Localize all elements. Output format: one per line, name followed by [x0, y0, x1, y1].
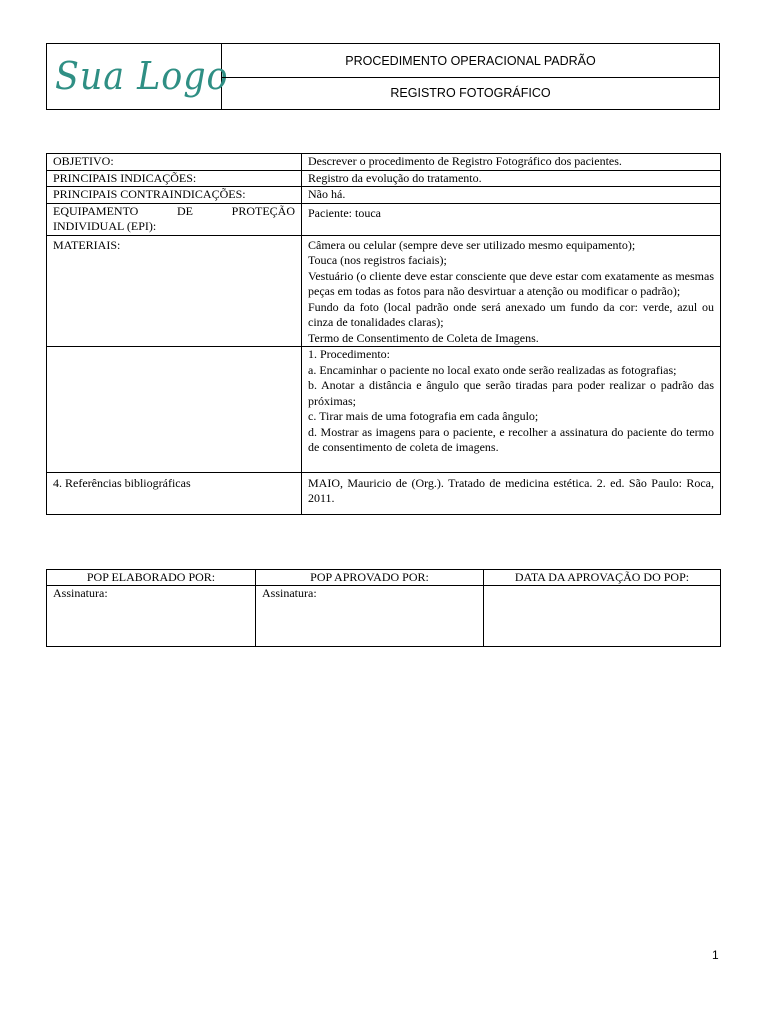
materiais-item: Câmera ou celular (sempre deve ser utilizado mesmo equipamento); — [308, 237, 636, 252]
table-row — [47, 235, 721, 347]
procedimento-label-empty — [47, 347, 302, 473]
page-number: 1 — [712, 948, 719, 962]
table-row — [47, 347, 721, 473]
procedimento-list — [302, 347, 721, 473]
document-header — [46, 43, 720, 110]
table-row — [47, 586, 721, 647]
data-aprovacao-value — [484, 586, 721, 647]
signature-table — [46, 569, 721, 647]
materiais-list — [302, 235, 721, 347]
table-row — [47, 170, 721, 187]
aprovado-header: POP APROVADO POR: — [256, 570, 484, 586]
materiais-label: MATERIAIS: — [47, 235, 302, 347]
logo — [55, 48, 229, 104]
referencias-value: MAIO, Mauricio de (Org.). Tratado de medicina estética. 2. ed. São Paulo: Roca, 2011. — [302, 472, 721, 514]
document-title: PROCEDIMENTO OPERACIONAL PADRÃO — [222, 44, 719, 78]
aprovado-signature: Assinatura: — [256, 586, 484, 647]
referencias-label: 4. Referências bibliográficas — [47, 472, 302, 514]
materiais-item: Vestuário (o cliente deve estar consciente que deve estar com exatamente as mesmas peças em todas as fotos para não desvirtuar a atenção ou modificar o padrão); — [308, 268, 714, 298]
data-aprovacao-header: DATA DA APROVAÇÃO DO POP: — [484, 570, 721, 586]
objetivo-value: Descrever o procedimento de Registro Fotográfico dos pacientes. — [302, 154, 721, 171]
indicacoes-label: PRINCIPAIS INDICAÇÕES: — [47, 170, 302, 187]
table-row — [47, 203, 721, 235]
epi-label: EQUIPAMENTO DE PROTEÇÃO INDIVIDUAL (EPI): — [47, 203, 302, 235]
logo-cell — [47, 44, 229, 109]
elaborado-header: POP ELABORADO POR: — [47, 570, 256, 586]
table-row — [47, 570, 721, 586]
table-row — [47, 154, 721, 171]
logo-text: Sua Logo — [55, 54, 229, 98]
procedimento-item: a. Encaminhar o paciente no local exato onde serão realizadas as fotografias; — [308, 362, 677, 377]
epi-value: Paciente: touca — [302, 203, 721, 235]
table-row — [47, 472, 721, 514]
elaborado-signature: Assinatura: — [47, 586, 256, 647]
indicacoes-value: Registro da evolução do tratamento. — [302, 170, 721, 187]
procedimento-item: b. Anotar a distância e ângulo que serão tiradas para poder realizar o padrão das próximas; — [308, 378, 714, 408]
contraindicacoes-value: Não há. — [302, 187, 721, 204]
materiais-item: Termo de Consentimento de Coleta de Imagens. — [308, 330, 539, 345]
procedimento-item: 1. Procedimento: — [308, 347, 390, 361]
materiais-item: Fundo da foto (local padrão onde será anexado um fundo da cor: verde, azul ou cinza de tonalidades claras); — [308, 299, 714, 329]
document-subtitle: REGISTRO FOTOGRÁFICO — [390, 86, 551, 100]
materiais-item: Touca (nos registros faciais); — [308, 253, 447, 267]
procedure-table — [46, 153, 721, 515]
objetivo-label: OBJETIVO: — [47, 154, 302, 171]
procedimento-item: d. Mostrar as imagens para o paciente, e recolher a assinatura do paciente do termo de consentimento de coleta de imagens. — [308, 424, 714, 454]
table-row — [47, 187, 721, 204]
procedimento-item: c. Tirar mais de uma fotografia em cada ângulo; — [308, 409, 539, 423]
contraindicacoes-label: PRINCIPAIS CONTRAINDICAÇÕES: — [47, 187, 302, 204]
